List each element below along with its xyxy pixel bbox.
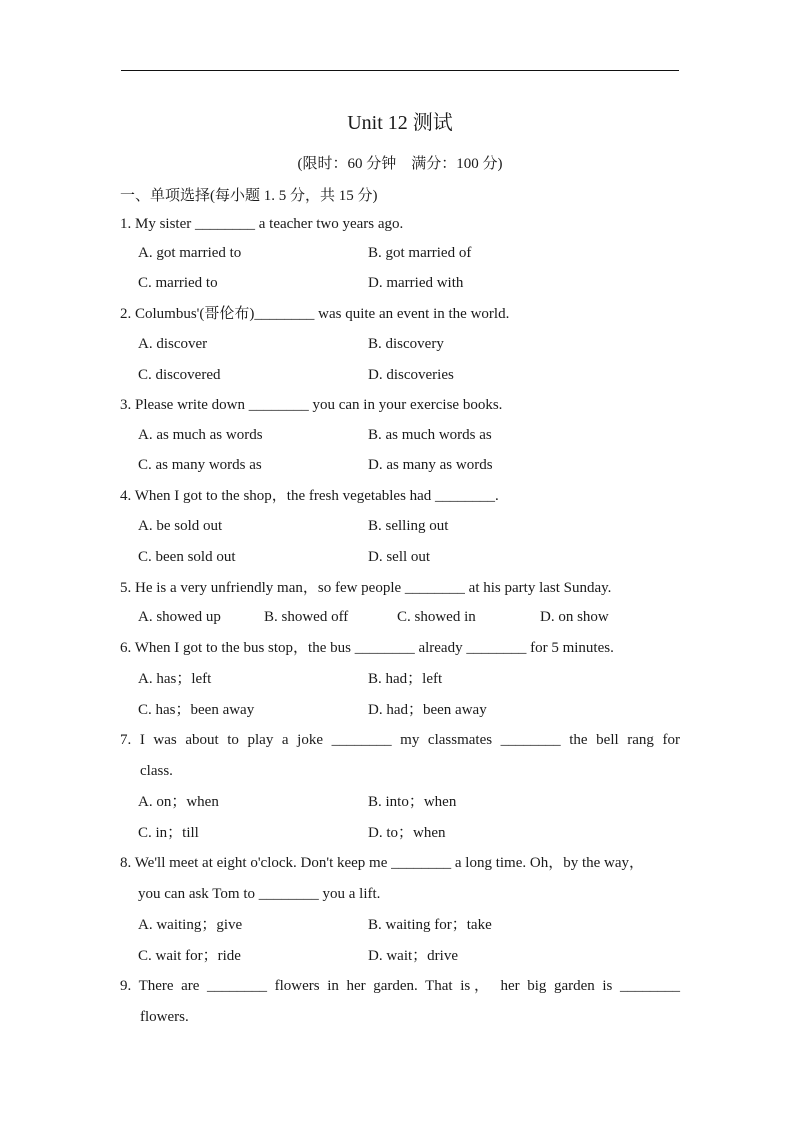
question-stem-continued: class. — [140, 763, 173, 779]
option-b: B. got married of — [368, 245, 472, 261]
question-stem-continued: you can ask Tom to ________ you a lift. — [138, 886, 381, 902]
option-d: D. married with — [368, 275, 464, 291]
question-stem-continued: flowers. — [140, 1009, 189, 1025]
question-stem: 4. When I got to the shop，the fresh vegetables had ________. — [120, 488, 499, 504]
option-a: A. got married to — [138, 245, 242, 261]
option-c: C. married to — [138, 275, 218, 291]
question-stem: 9. There are ________ flowers in her garden. That is， her big garden is ________ — [120, 978, 680, 994]
question-stem: 6. When I got to the bus stop，the bus ________ already ________ for 5 minutes. — [120, 640, 614, 656]
option-a: A. discover — [138, 336, 208, 352]
option-b: B. selling out — [368, 518, 449, 534]
option-b: B. showed off — [264, 609, 349, 625]
option-d: D. to；when — [368, 825, 446, 841]
option-b: B. had；left — [368, 671, 443, 687]
option-b: B. as much words as — [368, 427, 492, 443]
option-c: C. wait for；ride — [138, 948, 241, 964]
option-d: D. had；been away — [368, 702, 487, 718]
option-c: C. discovered — [138, 367, 221, 383]
option-d: D. as many as words — [368, 457, 493, 473]
exam-info: (限时：60 分钟 满分：100 分) — [297, 156, 503, 172]
option-b: B. discovery — [368, 336, 444, 352]
top-rule — [121, 70, 679, 71]
option-b: B. waiting for；take — [368, 917, 492, 933]
option-a: A. as much as words — [138, 427, 263, 443]
question-stem: 8. We'll meet at eight o'clock. Don't keep me ________ a long time. Oh，by the way， — [120, 855, 645, 871]
question-stem: 2. Columbus'(哥伦布)________ was quite an event in the world. — [120, 306, 510, 322]
page-title: Unit 12 测试 — [347, 112, 453, 134]
option-a: A. showed up — [138, 609, 221, 625]
option-a: A. be sold out — [138, 518, 223, 534]
option-c: C. as many words as — [138, 457, 262, 473]
option-b: B. into；when — [368, 794, 457, 810]
section-title: 一、单项选择(每小题 1. 5 分，共 15 分) — [120, 188, 378, 204]
question-stem: 3. Please write down ________ you can in your exercise books. — [120, 397, 503, 413]
option-d: D. sell out — [368, 549, 431, 565]
option-a: A. waiting；give — [138, 917, 243, 933]
question-stem: 7. I was about to play a joke ________ my classmates ________ the bell rang for — [120, 732, 680, 748]
option-c: C. in；till — [138, 825, 199, 841]
option-a: A. has；left — [138, 671, 212, 687]
option-c: C. been sold out — [138, 549, 236, 565]
question-stem: 1. My sister ________ a teacher two years ago. — [120, 216, 404, 232]
option-d: D. on show — [540, 609, 609, 625]
option-d: D. wait；drive — [368, 948, 458, 964]
question-stem: 5. He is a very unfriendly man，so few people ________ at his party last Sunday. — [120, 580, 612, 596]
option-c: C. has；been away — [138, 702, 255, 718]
option-c: C. showed in — [397, 609, 476, 625]
option-a: A. on；when — [138, 794, 219, 810]
option-d: D. discoveries — [368, 367, 454, 383]
